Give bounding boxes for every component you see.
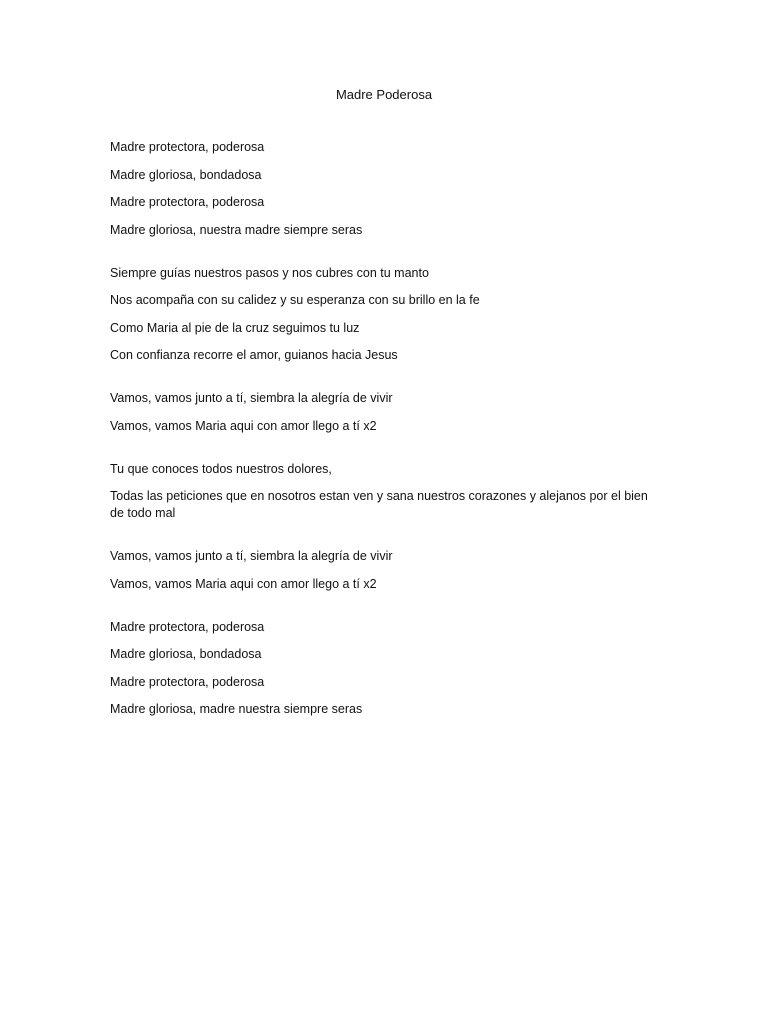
stanza-2 xyxy=(110,265,650,365)
lyric-line: Nos acompaña con su calidez y su esperanza con su brillo en la fe xyxy=(110,293,480,307)
stanza-4 xyxy=(110,461,650,523)
lyric-line: Madre gloriosa, bondadosa xyxy=(110,647,262,661)
document-title: Madre Poderosa xyxy=(335,87,433,102)
lyric-line: Como Maria al pie de la cruz seguimos tu luz xyxy=(110,320,360,335)
lyric-line: Madre protectora, poderosa xyxy=(110,195,265,209)
lyric-line: Madre gloriosa, bondadosa xyxy=(110,167,262,182)
lyric-line: Con confianza recorre el amor, guianos hacia Jesus xyxy=(110,348,398,362)
lyric-line: Siempre guías nuestros pasos y nos cubres con tu manto xyxy=(110,265,429,280)
lyric-line: Madre protectora, poderosa xyxy=(110,674,265,689)
lyric-line: Madre gloriosa, nuestra madre siempre seras xyxy=(110,222,363,237)
lyric-line: Madre gloriosa, madre nuestra siempre seras xyxy=(110,702,363,716)
lyrics-body xyxy=(110,139,650,744)
lyric-line: Tu que conoces todos nuestros dolores, xyxy=(110,461,332,476)
lyric-line: Vamos, vamos junto a tí, siembra la alegría de vivir xyxy=(110,549,393,563)
stanza-1 xyxy=(110,139,650,239)
lyric-line: Vamos, vamos Maria aqui con amor llego a tí x2 xyxy=(110,418,377,433)
stanza-3 xyxy=(110,390,650,435)
lyric-line: Vamos, vamos junto a tí, siembra la alegría de vivir xyxy=(110,391,393,405)
lyric-line: Madre protectora, poderosa xyxy=(110,619,265,634)
lyric-line: Madre protectora, poderosa xyxy=(110,140,265,154)
lyric-line: Todas las peticiones que en nosotros estan ven y sana nuestros corazones y alejanos por el bien de todo mal xyxy=(110,489,648,520)
lyric-line: Vamos, vamos Maria aqui con amor llego a tí x2 xyxy=(110,576,377,591)
stanza-5 xyxy=(110,548,650,593)
stanza-6 xyxy=(110,619,650,719)
